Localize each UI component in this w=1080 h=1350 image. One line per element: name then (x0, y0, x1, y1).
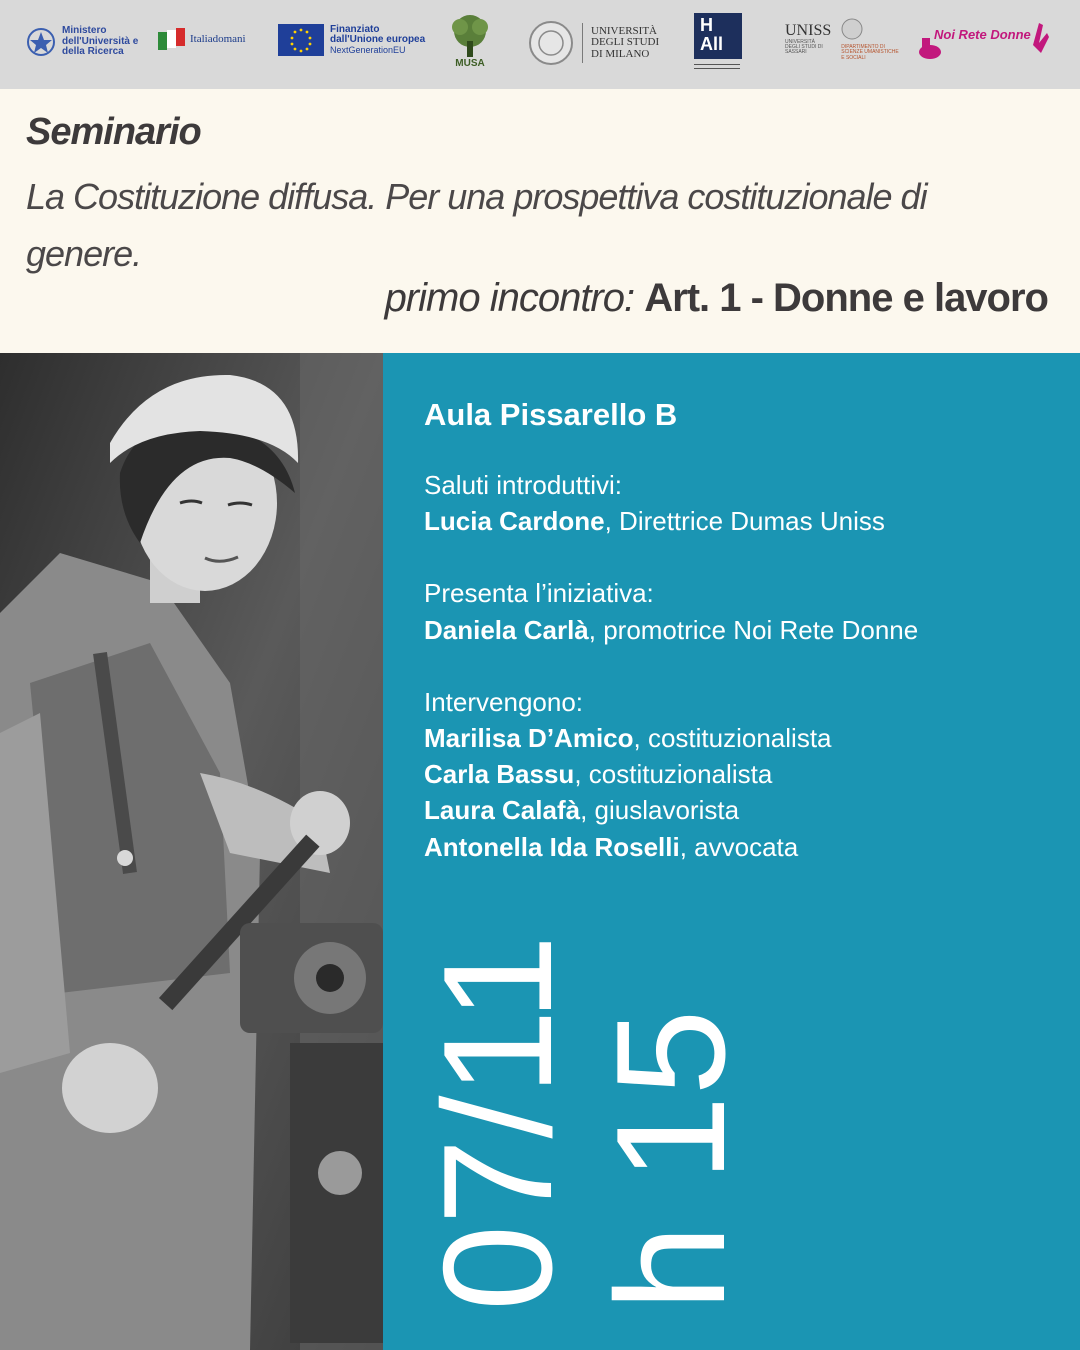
woman-worker-illustration (0, 353, 383, 1350)
emblem-icon (26, 27, 56, 57)
italiadomani-logo (158, 28, 246, 52)
worker-photo (0, 353, 383, 1350)
unimi-label: UNIVERSITÀ DEGLI STUDI DI MILANO (591, 24, 660, 60)
unimi-seal-icon (528, 20, 574, 66)
person-name: Carla Bassu (424, 759, 575, 789)
person-role: , promotrice Noi Rete Donne (588, 615, 919, 645)
hall-label: All (700, 34, 724, 54)
italiadomani-label: Italiadomani (190, 33, 246, 46)
uniss-dept-block (841, 18, 903, 61)
speaker-line (424, 795, 739, 826)
hall-mark: H All (694, 13, 742, 59)
speaker-line (424, 759, 772, 790)
speaker-line (424, 832, 798, 863)
eu-text (330, 25, 425, 55)
meeting-prefix: primo incontro: (384, 276, 635, 320)
person-role: , Direttrice Dumas Uniss (604, 506, 885, 536)
event-time: h 15 (584, 1009, 757, 1311)
greetings-label: Saluti introduttivi: (424, 470, 622, 500)
person-name: Laura Calafà (424, 795, 581, 825)
person-name: Marilisa D’Amico (424, 723, 634, 753)
eu-line-3: NextGenerationEU (330, 44, 406, 55)
musa-label: MUSA (455, 58, 485, 69)
tree-icon (446, 13, 494, 59)
noi-rete-donne-label: Noi Rete Donne (934, 27, 1031, 43)
uniss-sub: UNIVERSITÀ DEGLI STUDI DI SASSARI (785, 38, 823, 56)
meeting-heading (385, 276, 1048, 321)
noi-rete-donne-logo (918, 16, 1071, 62)
uniss-text (785, 23, 831, 56)
ministero-logo (26, 26, 140, 58)
eu-logo (278, 24, 425, 56)
speakers-label: Intervengono: (424, 687, 584, 717)
eu-line-1: Finanziato (330, 23, 380, 35)
hall-logo (694, 13, 742, 69)
seminar-title: La Costituzione diffusa. Per una prospettiva costituzionale di genere. (26, 176, 927, 274)
uniss-seal-icon (841, 18, 863, 40)
person-role: , avvocata (679, 832, 799, 862)
uniss-label: UNISS (785, 22, 832, 40)
flag-icon (158, 28, 186, 52)
eu-flag-icon (278, 24, 324, 56)
person-name: Antonella Ida Roselli (424, 832, 680, 862)
seminar-kicker: Seminario (26, 111, 201, 153)
person-name: Daniela Carlà (424, 615, 589, 645)
unimi-logo (528, 20, 671, 66)
event-date: 07/11 (411, 934, 584, 1311)
person-name: Lucia Cardone (424, 506, 605, 536)
person-role: , giuslavorista (580, 795, 740, 825)
hand-sign-icon (1029, 19, 1051, 59)
venue: Aula Pissarello B (424, 397, 678, 432)
uniss-dept: DIPARTIMENTO DI SCIENZE UMANISTICHE E SOCIALI (841, 44, 899, 61)
meeting-title: Art. 1 - Donne e lavoro (644, 276, 1048, 320)
musa-logo (446, 13, 494, 70)
logo-bar (0, 0, 1080, 89)
event-panel (383, 353, 1080, 1350)
person-role: , costituzionalista (633, 723, 832, 753)
person-role: , costituzionalista (574, 759, 773, 789)
presents-line (424, 615, 918, 646)
greetings-line (424, 506, 885, 537)
speaker-line (424, 723, 832, 754)
ministero-label: Ministero dell'Università e della Ricerca (62, 25, 139, 57)
eu-line-2: dall'Unione europea (330, 34, 426, 46)
uniss-logo (785, 18, 903, 61)
presents-label: Presenta l’iniziativa: (424, 578, 654, 608)
